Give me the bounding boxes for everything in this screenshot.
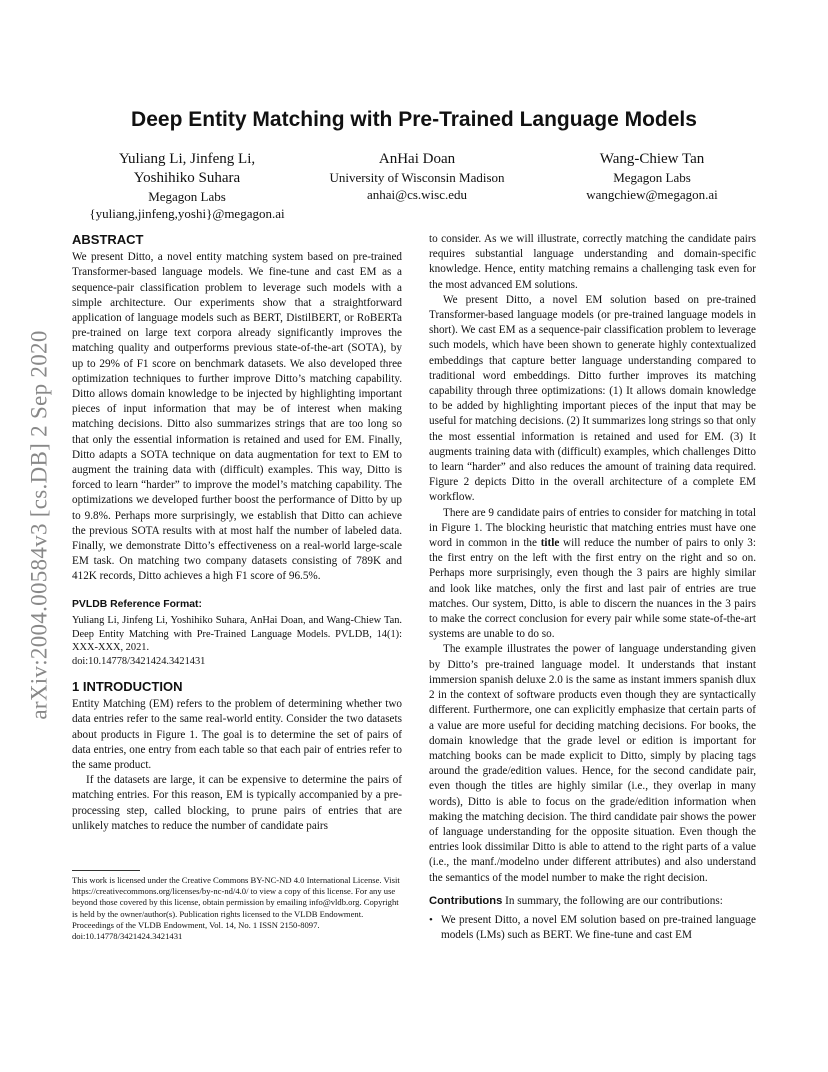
- footnote-doi: doi:10.14778/3421424.3421431: [72, 931, 183, 942]
- author-affiliation: Megagon Labs: [148, 189, 226, 204]
- author-names-line2: Yoshihiko Suhara: [133, 170, 241, 186]
- reference-doi: doi:10.14778/3421424.3421431: [72, 656, 206, 668]
- bullet-text: We present Ditto, a novel EM solution based on pre-trained language models (LMs) such as BERT. We fine-tune and cast EM: [441, 913, 756, 942]
- abstract-heading: ABSTRACT: [72, 232, 144, 247]
- author-name: AnHai Doan: [378, 151, 456, 167]
- author-group-tan: [542, 150, 762, 203]
- abstract-text: We present Ditto, a novel entity matching system based on pre-trained Transformer-based language models. We fine-tune and cast EM as a sequence-pair classification problem to leverage such models with a simple architecture. Our experiments show that a straightforward application of language models such as BERT, DistilBERT, or RoBERTa pre-trained on large text corpora already significantly improves the matching quality and outperforms previous state-of-the-art (SOTA), by up to 29% of F1 score on benchmark datasets. We also developed three optimization techniques to further improve Ditto’s matching capability. Ditto allows domain knowledge to be injected by highlighting important pieces of input information that may be of interest when making matching decisions. Ditto also summarizes strings that are too long so that only the essential information is retained and used for EM. Finally, Ditto adapts a SOTA technique on data augmentation for text to EM to augment the training data with (difficult) examples. This way, Ditto is forced to learn “harder” to improve the model’s matching capability. The optimizations we developed further boost the performance of Ditto by up to 9.8%. Perhaps more surprisingly, we establish that Ditto can achieve the previous SOTA results with at most half the number of labeled data. Finally, we demonstrate Ditto’s effectiveness on a real-world large-scale EM task. On matching two company datasets consisting of 789K and 412K records, Ditto achieves a high F1 score of 96.5%.: [72, 251, 402, 583]
- author-affiliation: Megagon Labs: [613, 170, 691, 185]
- contributions-heading: Contributions: [429, 894, 503, 907]
- author-name: Wang-Chiew Tan: [599, 151, 705, 167]
- paper-title: Deep Entity Matching with Pre-Trained Language Models: [131, 108, 697, 131]
- p3-start: There are 9 candidate pairs of entries to consider for matching in total in Figure 1. The blocking heuristic that matching entries must have one word in common in the: [429, 506, 756, 550]
- reference-format-text: Yuliang Li, Jinfeng Li, Yoshihiko Suhara, AnHai Doan, and Wang-Chiew Tan. Deep Entity Matching with Pre-Trained Language Models. PVLDB, 14(1): XXX-XXX, 2021.: [72, 614, 402, 654]
- left-column: [72, 232, 402, 834]
- contributions-intro: In summary, the following are our contributions:: [502, 894, 723, 907]
- author-email: wangchiew@megagon.ai: [586, 187, 718, 202]
- footnote-rule: [72, 870, 140, 871]
- reference-format-heading: PVLDB Reference Format:: [72, 598, 202, 610]
- p3-bold-title: title: [540, 537, 560, 550]
- author-affiliation: University of Wisconsin Madison: [329, 170, 505, 185]
- intro-paragraph-1: Entity Matching (EM) refers to the problem of determining whether two data entries refer to the same real-world entity. Consider the two datasets about products in Figure 1. The goal is to determine the set of pairs of data entries, one entry from each table so that each pair of entries refer to the same product.: [72, 698, 402, 772]
- proceedings-text: Proceedings of the VLDB Endowment, Vol. 14, No. 1 ISSN 2150-8097.: [72, 919, 320, 930]
- author-group-megagon: [72, 150, 302, 222]
- contribution-bullet-1: [429, 913, 756, 943]
- arxiv-watermark: arXiv:2004.00584v3 [cs.DB] 2 Sep 2020: [27, 330, 53, 720]
- contributions-paragraph: [429, 894, 756, 909]
- author-email: {yuliang,jinfeng,yoshi}@megagon.ai: [89, 206, 285, 221]
- author-group-wisconsin: [297, 150, 537, 203]
- author-names: Yuliang Li, Jinfeng Li,: [118, 151, 256, 167]
- right-paragraph-1: to consider. As we will illustrate, correctly matching the candidate pairs requires substantial language understanding and domain-specific knowledge. Hence, entity matching remains a challenging task even for the most advanced EM solutions.: [429, 233, 756, 291]
- author-email: anhai@cs.wisc.edu: [366, 187, 468, 202]
- p3-end: will reduce the number of pairs to only 3: the first entry on the left with the first entry on the right and so on. Perhaps more surprisingly, even though the 3 pairs are highly similar and look like matches, only the first and last pair of entries are true matches. Our system, Ditto, is able to discern the nuances in the 3 pairs to make the correct conclusion for every pair while some state-of-the-art systems are unable to do so.: [429, 537, 756, 641]
- copyright-footnote: [72, 870, 402, 942]
- right-column: [429, 232, 756, 943]
- bullet-icon: •: [429, 913, 433, 926]
- license-text: This work is licensed under the Creative Commons BY-NC-ND 4.0 International License. Visit https://creativecommons.org/licenses/by-nc-nd/4.0/ to view a copy of this license. For any use beyond those covered by this license, obtain permission by emailing info@vldb.org. Copyright is held by the owner/author(s). Publication rights licensed to the VLDB Endowment.: [72, 875, 400, 919]
- intro-paragraph-2: If the datasets are large, it can be expensive to determine the pairs of matching entries. For this reason, EM is typically accompanied by a pre-processing step, called blocking, to prune pairs of entries that are unlikely matches to reduce the number of candidate pairs: [72, 774, 402, 832]
- author-block: [72, 150, 756, 220]
- right-paragraph-3: [429, 506, 756, 643]
- intro-heading: 1 INTRODUCTION: [72, 679, 183, 695]
- right-paragraph-4: The example illustrates the power of language understanding given by Ditto’s pre-trained language model. It understands that instant immersion spanish deluxe 2.0 is the same as instant immers spanish dlux 2 in the context of software products even though they are syntactically different. Furthermore, one can explicitly emphasize that certain parts of a value are more useful for deciding matching decisions. For books, the domain knowledge that the grade level or edition is important for matching books can be made explicit to Ditto, simply by placing tags around the grade/edition values. Hence, for the second candidate pair, even though the titles are highly similar (i.e., they overlap in many words), Ditto is able to focus on the grade/edition information when making the matching decision. The third candidate pair shows the power of language understanding for the opposite situation. Even though the entries look dissimilar Ditto is able to attend to the right parts of a value (i.e., the manf./modelno under different attributes) and also understand the semantics of the model number to make the right decision.: [429, 643, 756, 884]
- right-paragraph-2: We present Ditto, a novel EM solution based on pre-trained Transformer-based language models (or pre-trained language models in short). We cast EM as a sequence-pair classification problem to leverage such models, which have been shown to generate highly contextualized embeddings that capture better language understanding compared to traditional word embeddings. Ditto further improves its matching capability through three optimizations: (1) It allows domain knowledge to be added by highlighting important pieces of the input that may be useful for matching decisions. (2) It summarizes long strings so that only the most essential information is retained and used for EM. (3) It augments training data with (difficult) examples, which challenges Ditto to learn “harder” and also reduces the amount of training data required. Figure 2 depicts Ditto in the overall architecture of a complete EM workflow.: [429, 293, 756, 504]
